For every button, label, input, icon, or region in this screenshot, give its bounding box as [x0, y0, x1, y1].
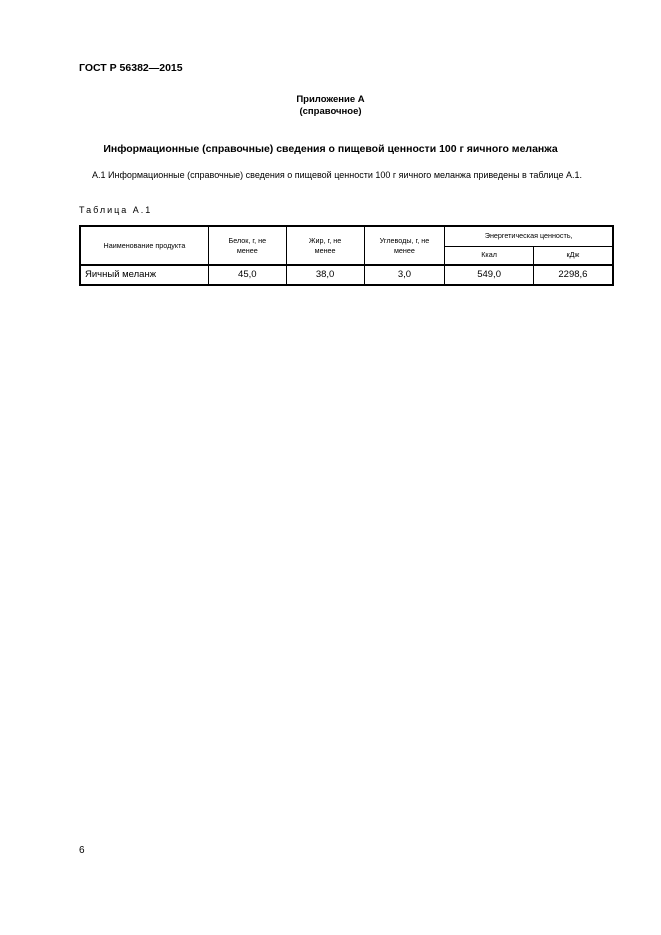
table-row: [80, 265, 613, 285]
document-header: ГОСТ Р 56382—2015: [79, 62, 183, 74]
table-caption: Таблица А.1: [79, 205, 153, 215]
header-kcal: Ккал: [445, 246, 534, 265]
header-carbs: Углеводы, г, не менее: [364, 226, 445, 265]
cell-carbs: 3,0: [364, 265, 445, 285]
cell-protein: 45,0: [208, 265, 286, 285]
header-fat: Жир, г, не менее: [286, 226, 364, 265]
paragraph: А.1 Информационные (справочные) сведения о пищевой ценности 100 г яичного меланжа приведены в таблице А.1.: [92, 170, 582, 180]
appendix-heading: [0, 94, 661, 118]
header-product: Наименование продукта: [80, 226, 208, 265]
header-kj: кДж: [533, 246, 613, 265]
header-protein: Белок, г, не менее: [208, 226, 286, 265]
appendix-title: Приложение А: [296, 94, 365, 105]
page-number: 6: [79, 845, 85, 856]
cell-product: Яичный меланж: [80, 265, 208, 285]
cell-kcal: 549,0: [445, 265, 534, 285]
table-header-row: [80, 226, 613, 246]
nutrition-table: [79, 225, 614, 286]
cell-fat: 38,0: [286, 265, 364, 285]
section-title: Информационные (справочные) сведения о пищевой ценности 100 г яичного меланжа: [103, 143, 558, 155]
header-energy: Энергетическая ценность,: [445, 226, 613, 246]
appendix-note: (справочное): [299, 106, 362, 117]
cell-kj: 2298,6: [533, 265, 613, 285]
